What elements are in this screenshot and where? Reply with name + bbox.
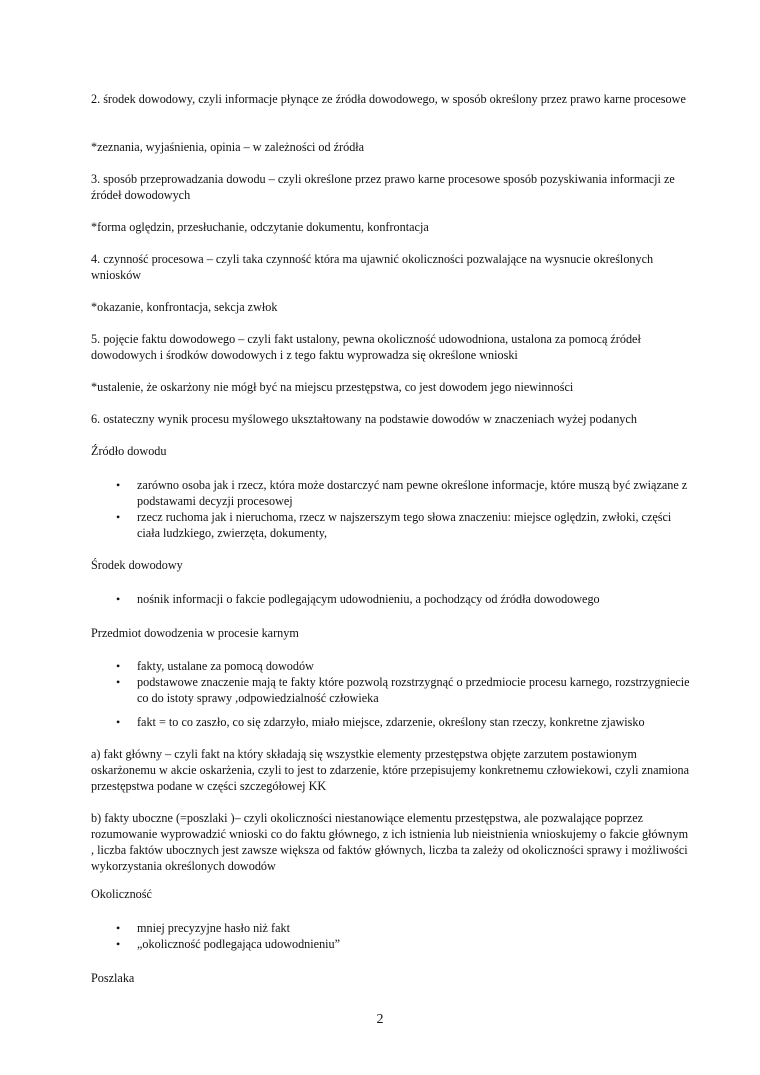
paragraph-pojecie-faktu: 5. pojęcie faktu dowodowego – czyli fakt ustalony, pewna okoliczność udowodniona, ustalona za pomocą źródeł dowodowych i środków dowodowych i z tego faktu wyprowadza się określone wnioski — [91, 332, 641, 362]
list-item: „okoliczność podlegająca udowodnieniu” — [137, 937, 341, 951]
bullet-icon: • — [116, 592, 121, 606]
heading-poszlaka: Poszlaka — [91, 971, 135, 985]
list-item: nośnik informacji o fakcie podlegającym udowodnieniu, a pochodzący od źródła dowodowego — [137, 592, 600, 606]
paragraph-example-ustalenie: *ustalenie, że oskarżony nie mógł być na miejscu przestępstwa, co jest dowodem jego niewinności — [91, 380, 574, 394]
paragraph-example-forma: *forma oględzin, przesłuchanie, odczytanie dokumentu, konfrontacja — [91, 220, 429, 234]
list-item: zarówno osoba jak i rzecz, która może dostarczyć nam pewne określone informacje, które muszą być związane z podstawami decyzji procesowej — [137, 478, 688, 508]
list-item: podstawowe znaczenie mają te fakty które pozwolą rozstrzygnąć o przedmiocie procesu karnego, rozstrzygniecie co do istoty sprawy ,odpowiedzialność człowieka — [137, 675, 690, 705]
bullet-icon: • — [116, 921, 121, 935]
paragraph-fakty-uboczne: b) fakty uboczne (=poszlaki )– czyli okoliczności niestanowiące elementu przestępstwa, ale pozwalające poprzez rozumowanie wyprowadzić wnioski co do faktu głównego, z ich istnienia lub nieistnienia wnioskujemy o fakcie głównym , liczba faktów ubocznych jest zawsze większa od faktów głównych, liczba ta zależy od okoliczności sprawy i możliwości wykorzystania określonych dowodów — [91, 811, 689, 873]
heading-okolicznosc: Okoliczność — [91, 887, 152, 901]
paragraph-srodek-dowodowy: 2. środek dowodowy, czyli informacje płynące ze źródła dowodowego, w sposób określony przez prawo karne procesowe — [91, 92, 686, 106]
paragraph-example-okazanie: *okazanie, konfrontacja, sekcja zwłok — [91, 300, 278, 314]
paragraph-fakt-glowny: a) fakt główny – czyli fakt na który składają się wszystkie elementy przestępstwa objęte zarzutem postawionym oskarżonemu w akcie oskarżenia, czyli to jest to zdarzenie, które przepisujemy konkretnemu człowiekowi, czyli znamiona przestępstwa podane w części szczegółowej KK — [91, 747, 689, 793]
paragraph-ostateczny-wynik: 6. ostateczny wynik procesu myślowego ukształtowany na podstawie dowodów w znaczeniach wyżej podanych — [91, 412, 637, 426]
list-item: mniej precyzyjne hasło niż fakt — [137, 921, 290, 935]
list-item: fakt = to co zaszło, co się zdarzyło, miało miejsce, zdarzenie, określony stan rzeczy, konkretne zjawisko — [137, 715, 645, 729]
bullet-icon: • — [116, 937, 121, 951]
paragraph-czynnosc-procesowa: 4. czynność procesowa – czyli taka czynność która ma ujawnić okoliczności pozwalające na wysnucie określonych wniosków — [91, 252, 654, 282]
list-item: rzecz ruchoma jak i nieruchoma, rzecz w najszerszym tego słowa znaczeniu: miejsce oględzin, zwłoki, części ciała ludzkiego, zwierzęta, dokumenty, — [137, 510, 672, 540]
list-item: fakty, ustalane za pomocą dowodów — [137, 659, 314, 673]
heading-srodek-dowodowy: Środek dowodowy — [91, 558, 183, 572]
heading-przedmiot-dowodzenia: Przedmiot dowodzenia w procesie karnym — [91, 626, 299, 640]
bullet-icon: • — [116, 510, 121, 524]
bullet-icon: • — [116, 675, 121, 689]
bullet-icon: • — [116, 478, 121, 492]
page-number: 2 — [376, 1012, 384, 1027]
paragraph-example-zeznania: *zeznania, wyjaśnienia, opinia – w zależności od źródła — [91, 140, 365, 154]
paragraph-sposob-przeprowadzania: 3. sposób przeprowadzania dowodu – czyli określone przez prawo karne procesowe sposób pozyskiwania informacji ze źródeł dowodowych — [91, 172, 675, 202]
heading-zrodlo-dowodu: Źródło dowodu — [91, 444, 167, 458]
bullet-icon: • — [116, 659, 121, 673]
bullet-icon: • — [116, 715, 121, 729]
